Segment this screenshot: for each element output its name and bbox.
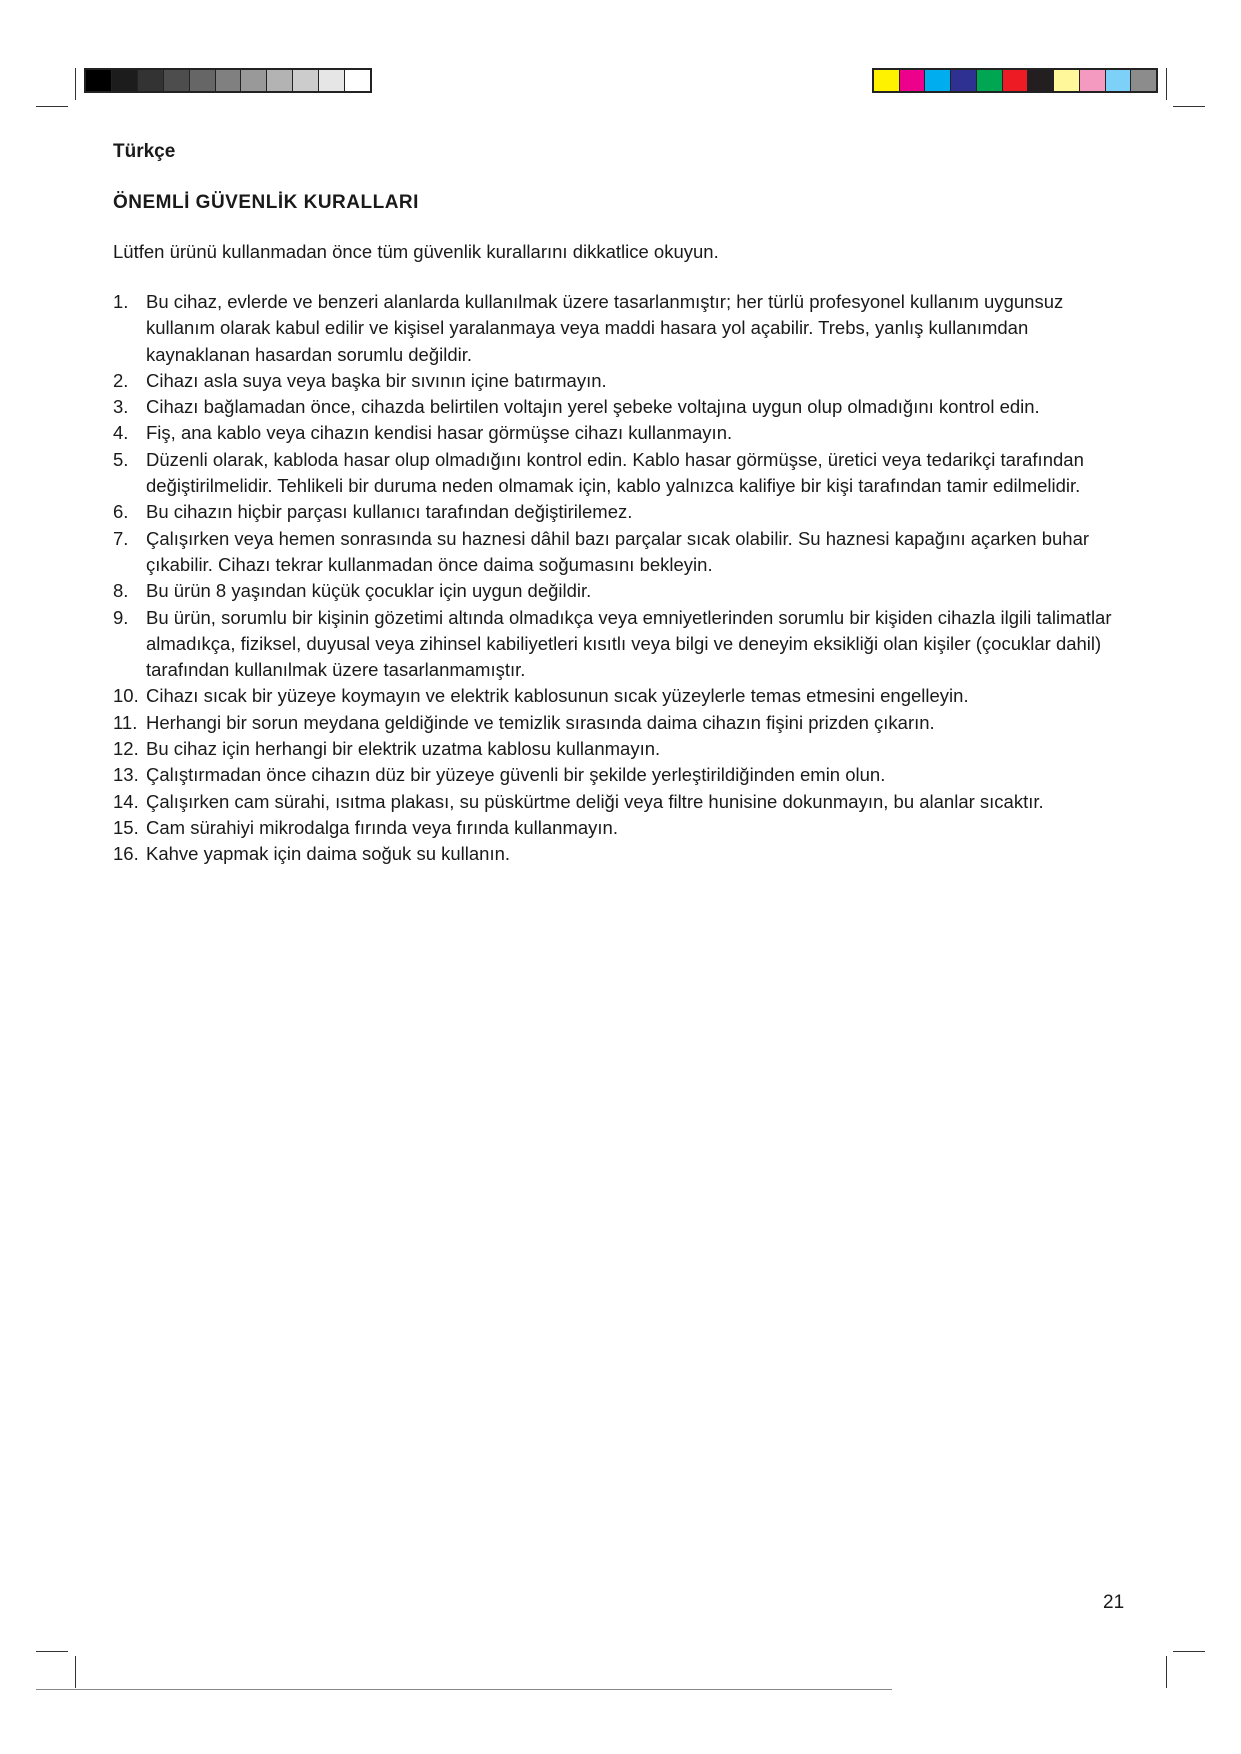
crop-mark <box>1173 106 1205 107</box>
crop-mark <box>1173 1651 1205 1652</box>
rule-text: Cam sürahiyi mikrodalga fırında veya fırında kullanmayın. <box>146 816 618 838</box>
grayscale-swatch <box>241 70 267 91</box>
safety-rule-item <box>113 710 1133 736</box>
rule-text: Bu cihazın hiçbir parçası kullanıcı tarafından değiştirilemez. <box>146 501 633 523</box>
grayscale-swatch <box>138 70 164 91</box>
rule-number: 11. <box>113 711 138 733</box>
color-swatch <box>1003 70 1029 91</box>
safety-rule-item <box>113 499 1133 525</box>
rule-number: 16. <box>113 843 139 865</box>
color-swatch <box>977 70 1003 91</box>
rule-text: Çalışırken cam sürahi, ısıtma plakası, su püskürtme deliği veya filtre hunisine dokunmayın, bu alanlar sıcaktır. <box>146 790 1044 812</box>
rule-text: Çalışırken veya hemen sonrasında su haznesi dâhil bazı parçalar sıcak olabilir. Su haznesi kapağını açarken buhar çıkabilir. Cihazı tekrar kullanmadan önce daima soğumasını bekleyin. <box>146 527 1090 575</box>
rule-number: 6. <box>113 501 129 523</box>
safety-rule-item <box>113 605 1133 684</box>
grayscale-swatch <box>293 70 319 91</box>
color-swatch <box>1080 70 1106 91</box>
rule-number: 13. <box>113 764 139 786</box>
color-swatch <box>1054 70 1080 91</box>
grayscale-calibration-bar <box>84 68 372 93</box>
safety-rule-item <box>113 683 1133 709</box>
rule-number: 2. <box>113 369 129 391</box>
safety-rule-item <box>113 789 1133 815</box>
grayscale-swatch <box>86 70 112 91</box>
grayscale-swatch <box>345 70 370 91</box>
rule-text: Fiş, ana kablo veya cihazın kendisi hasar görmüşse cihazı kullanmayın. <box>146 422 733 444</box>
rule-number: 12. <box>113 738 139 760</box>
rule-number: 5. <box>113 448 129 470</box>
grayscale-swatch <box>112 70 138 91</box>
bottom-rule <box>36 1689 892 1690</box>
safety-rules-list <box>113 289 1133 868</box>
rule-number: 7. <box>113 527 129 549</box>
rule-number: 4. <box>113 422 129 444</box>
color-swatch <box>900 70 926 91</box>
rule-text: Bu ürün, sorumlu bir kişinin gözetimi altında olmadıkça veya emniyetlerinden sorumlu bir kişiden cihazla ilgili talimatlar almadıkça, fiziksel, duyusal veya zihinsel kabiliyetleri kısıtlı veya bilgi ve deneyim eksikliği olan kişiler (çocuklar dahil) tarafından kullanılmak üzere tasarlanmamıştır. <box>146 606 1112 681</box>
rule-text: Cihazı sıcak bir yüzeye koymayın ve elektrik kablosunun sıcak yüzeylerle temas etmesini engelleyin. <box>146 685 969 707</box>
color-swatch <box>1131 70 1156 91</box>
rule-number: 9. <box>113 606 129 628</box>
crop-mark <box>75 68 76 100</box>
color-swatch <box>951 70 977 91</box>
page-number: 21 <box>1103 1592 1125 1613</box>
crop-mark <box>1166 1656 1167 1688</box>
rule-text: Düzenli olarak, kabloda hasar olup olmadığını kontrol edin. Kablo hasar görmüşse, üretici veya tedarikçi tarafından değiştirilmelidir. Tehlikeli bir duruma neden olmamak için, kablo yalnızca kalifiye bir kişi tarafından tamir edilmelidir. <box>146 448 1084 497</box>
crop-mark <box>36 1651 68 1652</box>
grayscale-swatch <box>190 70 216 91</box>
document-body <box>113 140 1133 868</box>
crop-mark <box>36 106 68 107</box>
color-swatch <box>925 70 951 91</box>
safety-rule-item <box>113 578 1133 604</box>
language-heading: Türkçe <box>113 141 176 162</box>
safety-rule-item <box>113 289 1133 368</box>
rule-number: 1. <box>113 291 129 312</box>
color-swatch <box>874 70 900 91</box>
color-calibration-bar <box>872 68 1158 93</box>
rule-number: 15. <box>113 816 139 838</box>
rule-text: Cihazı bağlamadan önce, cihazda belirtilen voltajın yerel şebeke voltajına uygun olup olmadığını kontrol edin. <box>146 396 1040 418</box>
crop-mark <box>75 1656 76 1688</box>
rule-text: Cihazı asla suya veya başka bir sıvının içine batırmayın. <box>146 369 607 391</box>
grayscale-swatch <box>216 70 242 91</box>
rule-text: Bu cihaz, evlerde ve benzeri alanlarda kullanılmak üzere tasarlanmıştır; her türlü profesyonel kullanım uygunsuz kullanım olarak kabul edilir ve kişisel yaralanmaya veya maddi hasara yol açabilir. Trebs, yanlış kullanımdan kaynaklanan hasardan sorumlu değildir. <box>146 291 1064 365</box>
safety-rule-item <box>113 736 1133 762</box>
safety-rule-item <box>113 526 1133 579</box>
crop-mark <box>1166 68 1167 100</box>
rule-number: 3. <box>113 396 129 418</box>
page-title: ÖNEMLİ GÜVENLİK KURALLARI <box>113 192 419 213</box>
grayscale-swatch <box>267 70 293 91</box>
safety-rule-item <box>113 394 1133 420</box>
rule-text: Bu ürün 8 yaşından küçük çocuklar için uygun değildir. <box>146 580 592 602</box>
grayscale-swatch <box>164 70 190 91</box>
rule-text: Herhangi bir sorun meydana geldiğinde ve temizlik sırasında daima cihazın fişini prizden çıkarın. <box>146 711 935 733</box>
color-swatch <box>1106 70 1132 91</box>
rule-text: Kahve yapmak için daima soğuk su kullanın. <box>146 843 511 865</box>
safety-rule-item <box>113 841 1133 867</box>
intro-text: Lütfen ürünü kullanmadan önce tüm güvenlik kurallarını dikkatlice okuyun. <box>113 241 719 262</box>
safety-rule-item <box>113 762 1133 788</box>
rule-number: 10. <box>113 685 139 707</box>
grayscale-swatch <box>319 70 345 91</box>
rule-text: Çalıştırmadan önce cihazın düz bir yüzeye güvenli bir şekilde yerleştirildiğinden emin olun. <box>146 764 886 786</box>
safety-rule-item <box>113 447 1133 500</box>
safety-rule-item <box>113 420 1133 446</box>
rule-number: 8. <box>113 580 129 602</box>
safety-rule-item <box>113 368 1133 394</box>
rule-text: Bu cihaz için herhangi bir elektrik uzatma kablosu kullanmayın. <box>146 738 661 760</box>
safety-rule-item <box>113 815 1133 841</box>
rule-number: 14. <box>113 790 139 812</box>
color-swatch <box>1028 70 1054 91</box>
